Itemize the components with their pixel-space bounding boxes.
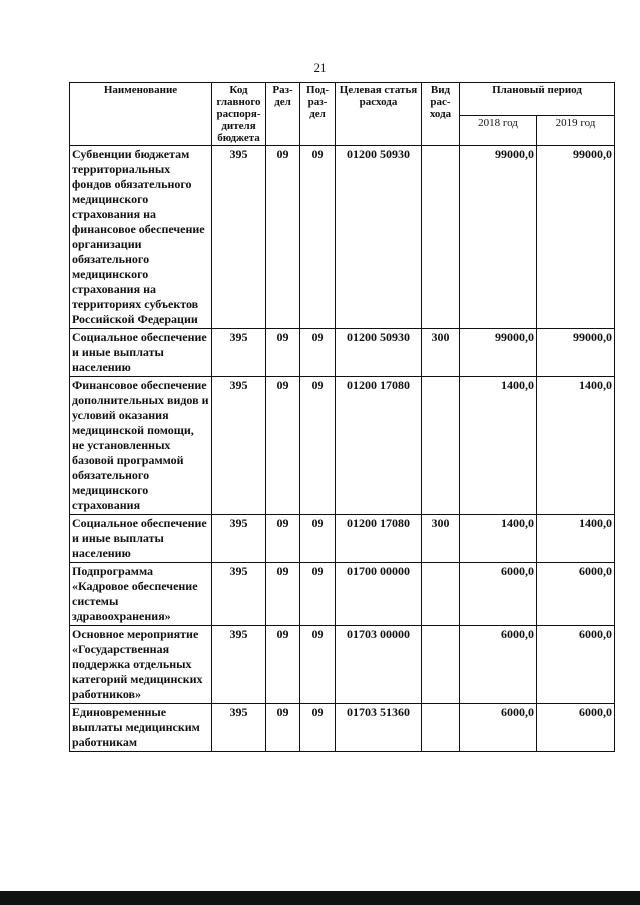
cell-subsection: 09 [300,515,336,563]
table-row [70,563,615,626]
cell-target: 01703 00000 [336,626,422,704]
cell-name: Социальное обеспечение и иные выплаты населению [70,515,212,563]
table-row [70,329,615,377]
cell-type: 300 [422,329,460,377]
cell-y2018: 6000,0 [460,704,537,752]
cell-name: Единовременные выплаты медицинским работникам [70,704,212,752]
cell-section: 09 [266,626,300,704]
cell-y2018: 6000,0 [460,563,537,626]
cell-type [422,704,460,752]
cell-name: Финансовое обеспечение дополнительных видов и условий оказания медицинской помощи, не установленных базовой программой обязательного медицинского страхования [70,377,212,515]
cell-name: Социальное обеспечение и иные выплаты населению [70,329,212,377]
scan-bottom-border [0,891,640,905]
table-header-row [70,83,615,116]
cell-section: 09 [266,377,300,515]
cell-y2018: 6000,0 [460,626,537,704]
cell-section: 09 [266,515,300,563]
table-row [70,515,615,563]
header-section: Раз-дел [266,83,300,146]
cell-section: 09 [266,146,300,329]
cell-y2019: 1400,0 [537,515,615,563]
cell-subsection: 09 [300,704,336,752]
table-row [70,377,615,515]
header-subsection: Под-раз-дел [300,83,336,146]
cell-section: 09 [266,563,300,626]
cell-y2019: 99000,0 [537,329,615,377]
cell-type [422,563,460,626]
cell-y2019: 1400,0 [537,377,615,515]
header-planned-period: Плановый период [460,83,615,116]
table-row [70,626,615,704]
cell-subsection: 09 [300,626,336,704]
cell-y2018: 99000,0 [460,146,537,329]
header-year-2018: 2018 год [460,116,537,146]
cell-section: 09 [266,704,300,752]
cell-subsection: 09 [300,377,336,515]
cell-code: 395 [212,515,266,563]
cell-code: 395 [212,329,266,377]
cell-code: 395 [212,146,266,329]
page-number: 21 [313,60,327,75]
cell-subsection: 09 [300,563,336,626]
cell-subsection: 09 [300,146,336,329]
cell-y2019: 6000,0 [537,704,615,752]
cell-type [422,146,460,329]
cell-section: 09 [266,329,300,377]
cell-target: 01703 51360 [336,704,422,752]
cell-y2019: 6000,0 [537,563,615,626]
cell-code: 395 [212,626,266,704]
cell-target: 01200 50930 [336,329,422,377]
cell-subsection: 09 [300,329,336,377]
budget-table [69,82,615,752]
cell-name: Основное мероприятие «Государственная поддержка отдельных категорий медицинских работников» [70,626,212,704]
table-row [70,704,615,752]
cell-code: 395 [212,377,266,515]
header-name: Наименование [70,83,212,146]
cell-name: Подпрограмма «Кадровое обеспечение системы здравоохранения» [70,563,212,626]
cell-y2018: 1400,0 [460,515,537,563]
cell-y2019: 99000,0 [537,146,615,329]
cell-type: 300 [422,515,460,563]
cell-target: 01200 17080 [336,515,422,563]
cell-target: 01200 50930 [336,146,422,329]
cell-name: Субвенции бюджетам территориальных фондов обязательного медицинского страхования на финансовое обеспечение организации обязательного медицинского страхования на территориях субъектов Российской Федерации [70,146,212,329]
header-code: Код главного распоря-дителя бюджета [212,83,266,146]
cell-y2019: 6000,0 [537,626,615,704]
cell-type [422,626,460,704]
cell-type [422,377,460,515]
cell-code: 395 [212,563,266,626]
header-year-2019: 2019 год [537,116,615,146]
header-type: Вид рас-хода [422,83,460,146]
cell-target: 01700 00000 [336,563,422,626]
cell-target: 01200 17080 [336,377,422,515]
header-target: Целевая статья расхода [336,83,422,146]
table-row [70,146,615,329]
cell-y2018: 99000,0 [460,329,537,377]
cell-y2018: 1400,0 [460,377,537,515]
cell-code: 395 [212,704,266,752]
